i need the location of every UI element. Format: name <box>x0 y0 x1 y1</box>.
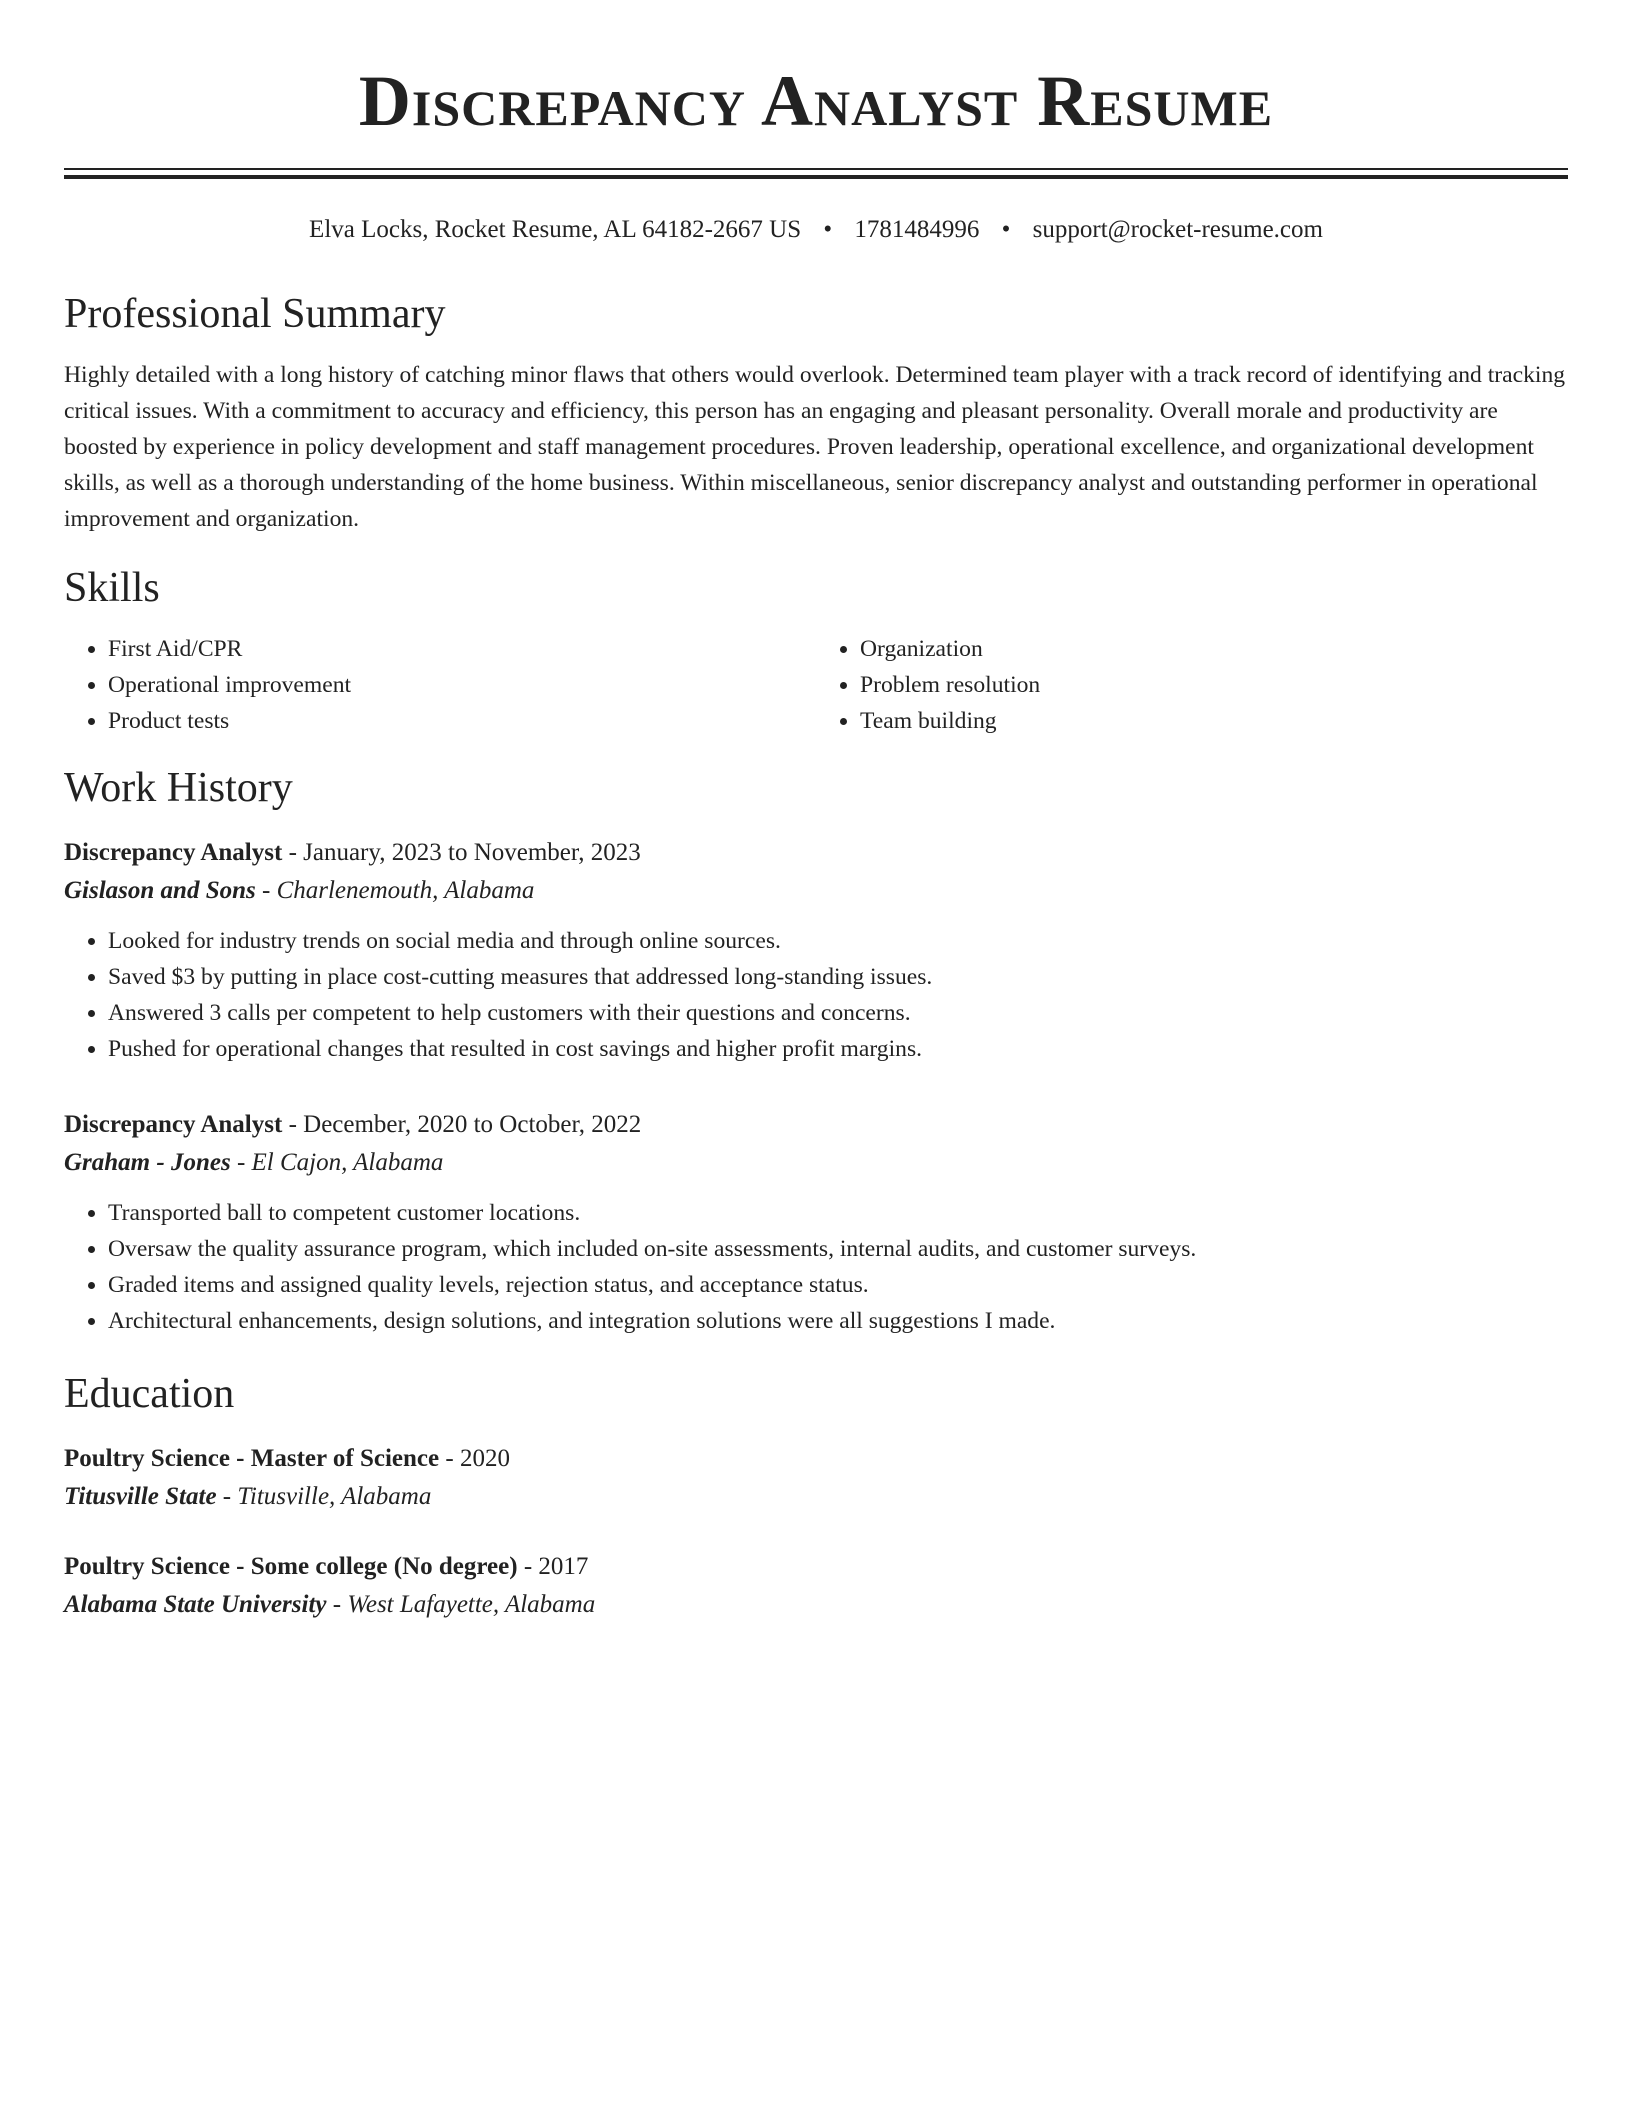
job-title-line <box>64 1107 1568 1143</box>
job-bullet: • Answered 3 calls per competent to help customers with their questions and concerns. <box>108 995 1568 1031</box>
job-title: Discrepancy Analyst <box>64 839 283 866</box>
job-bullet: • Architectural enhancements, design solutions, and integration solutions were all suggestions I made. <box>108 1303 1568 1339</box>
job-bullet: • Saved $3 by putting in place cost-cutting measures that addressed long-standing issues. <box>108 959 1568 995</box>
contact-line <box>64 215 1568 245</box>
education-degree: Poultry Science - Master of Science <box>64 1445 440 1472</box>
job-company: Gislason and Sons <box>64 877 256 904</box>
contact-separator: • <box>823 216 833 243</box>
education-school-line <box>64 1477 1568 1517</box>
skill-item: • First Aid/CPR <box>108 631 816 667</box>
summary-text: Highly detailed with a long history of catching minor flaws that others would overlook. Determined team player with a track record of identifying and tracking critical issues. With a commitment to accuracy and efficiency, this person has an engaging and pleasant personality. Overall morale and productivity are boosted by experience in policy development and staff management procedures. Proven leadership, operational excellence, and organizational development skills, as well as a thorough understanding of the home business. Within miscellaneous, senior discrepancy analyst and outstanding performer in operational improvement and organization. <box>64 362 1566 532</box>
job-bullet: • Oversaw the quality assurance program, which included on-site assessments, internal audits, and customer surveys. <box>108 1231 1568 1267</box>
education-location: - Titusville, Alabama <box>216 1483 432 1510</box>
skill-item: • Problem resolution <box>860 667 1568 703</box>
education-school-line <box>64 1585 1568 1625</box>
job-bullet: • Transported ball to competent customer locations. <box>108 1195 1568 1231</box>
contact-address: Elva Locks, Rocket Resume, AL 64182-2667 US <box>309 216 802 243</box>
job-bullets <box>64 923 1568 1067</box>
skill-item: • Organization <box>860 631 1568 667</box>
job-location: - Charlenemouth, Alabama <box>255 877 535 904</box>
job-location: - El Cajon, Alabama <box>230 1149 444 1176</box>
contact-phone: 1781484996 <box>854 216 980 243</box>
skill-item: • Team building <box>860 703 1568 739</box>
education-school: Alabama State University <box>64 1591 327 1618</box>
job-title: Discrepancy Analyst <box>64 1111 283 1138</box>
education-heading: Education <box>64 1371 235 1417</box>
job-entry <box>64 835 1568 1067</box>
job-dates: - January, 2023 to November, 2023 <box>282 839 641 866</box>
title-divider <box>64 168 1568 179</box>
education-location: - West Lafayette, Alabama <box>326 1591 596 1618</box>
job-dates: - December, 2020 to October, 2022 <box>282 1111 642 1138</box>
job-company-line <box>64 871 1568 911</box>
job-bullet: • Pushed for operational changes that resulted in cost savings and higher profit margins. <box>108 1031 1568 1067</box>
job-entry <box>64 1107 1568 1339</box>
skills-heading: Skills <box>64 565 160 611</box>
education-degree: Poultry Science - Some college (No degree) <box>64 1553 518 1580</box>
job-company: Graham - Jones <box>64 1149 231 1176</box>
education-school: Titusville State <box>64 1483 217 1510</box>
job-bullets <box>64 1195 1568 1339</box>
job-company-line <box>64 1143 1568 1183</box>
skills-list <box>64 631 1568 739</box>
work-history-heading: Work History <box>64 765 293 811</box>
job-title-line <box>64 835 1568 871</box>
skill-item: • Operational improvement <box>108 667 816 703</box>
contact-separator: • <box>1001 216 1011 243</box>
contact-email: support@rocket-resume.com <box>1032 216 1323 243</box>
skill-item: • Product tests <box>108 703 816 739</box>
job-bullet: • Graded items and assigned quality levels, rejection status, and acceptance status. <box>108 1267 1568 1303</box>
education-entry <box>64 1549 1568 1625</box>
skills-column-left <box>64 631 816 739</box>
skills-column-right <box>816 631 1568 739</box>
education-year: - 2017 <box>517 1553 589 1580</box>
education-degree-line <box>64 1549 1568 1585</box>
job-bullet: • Looked for industry trends on social media and through online sources. <box>108 923 1568 959</box>
education-entry <box>64 1441 1568 1517</box>
resume-title: Discrepancy Analyst Resume <box>358 61 1274 141</box>
education-year: - 2020 <box>439 1445 510 1472</box>
summary-heading: Professional Summary <box>64 291 446 337</box>
education-degree-line <box>64 1441 1568 1477</box>
